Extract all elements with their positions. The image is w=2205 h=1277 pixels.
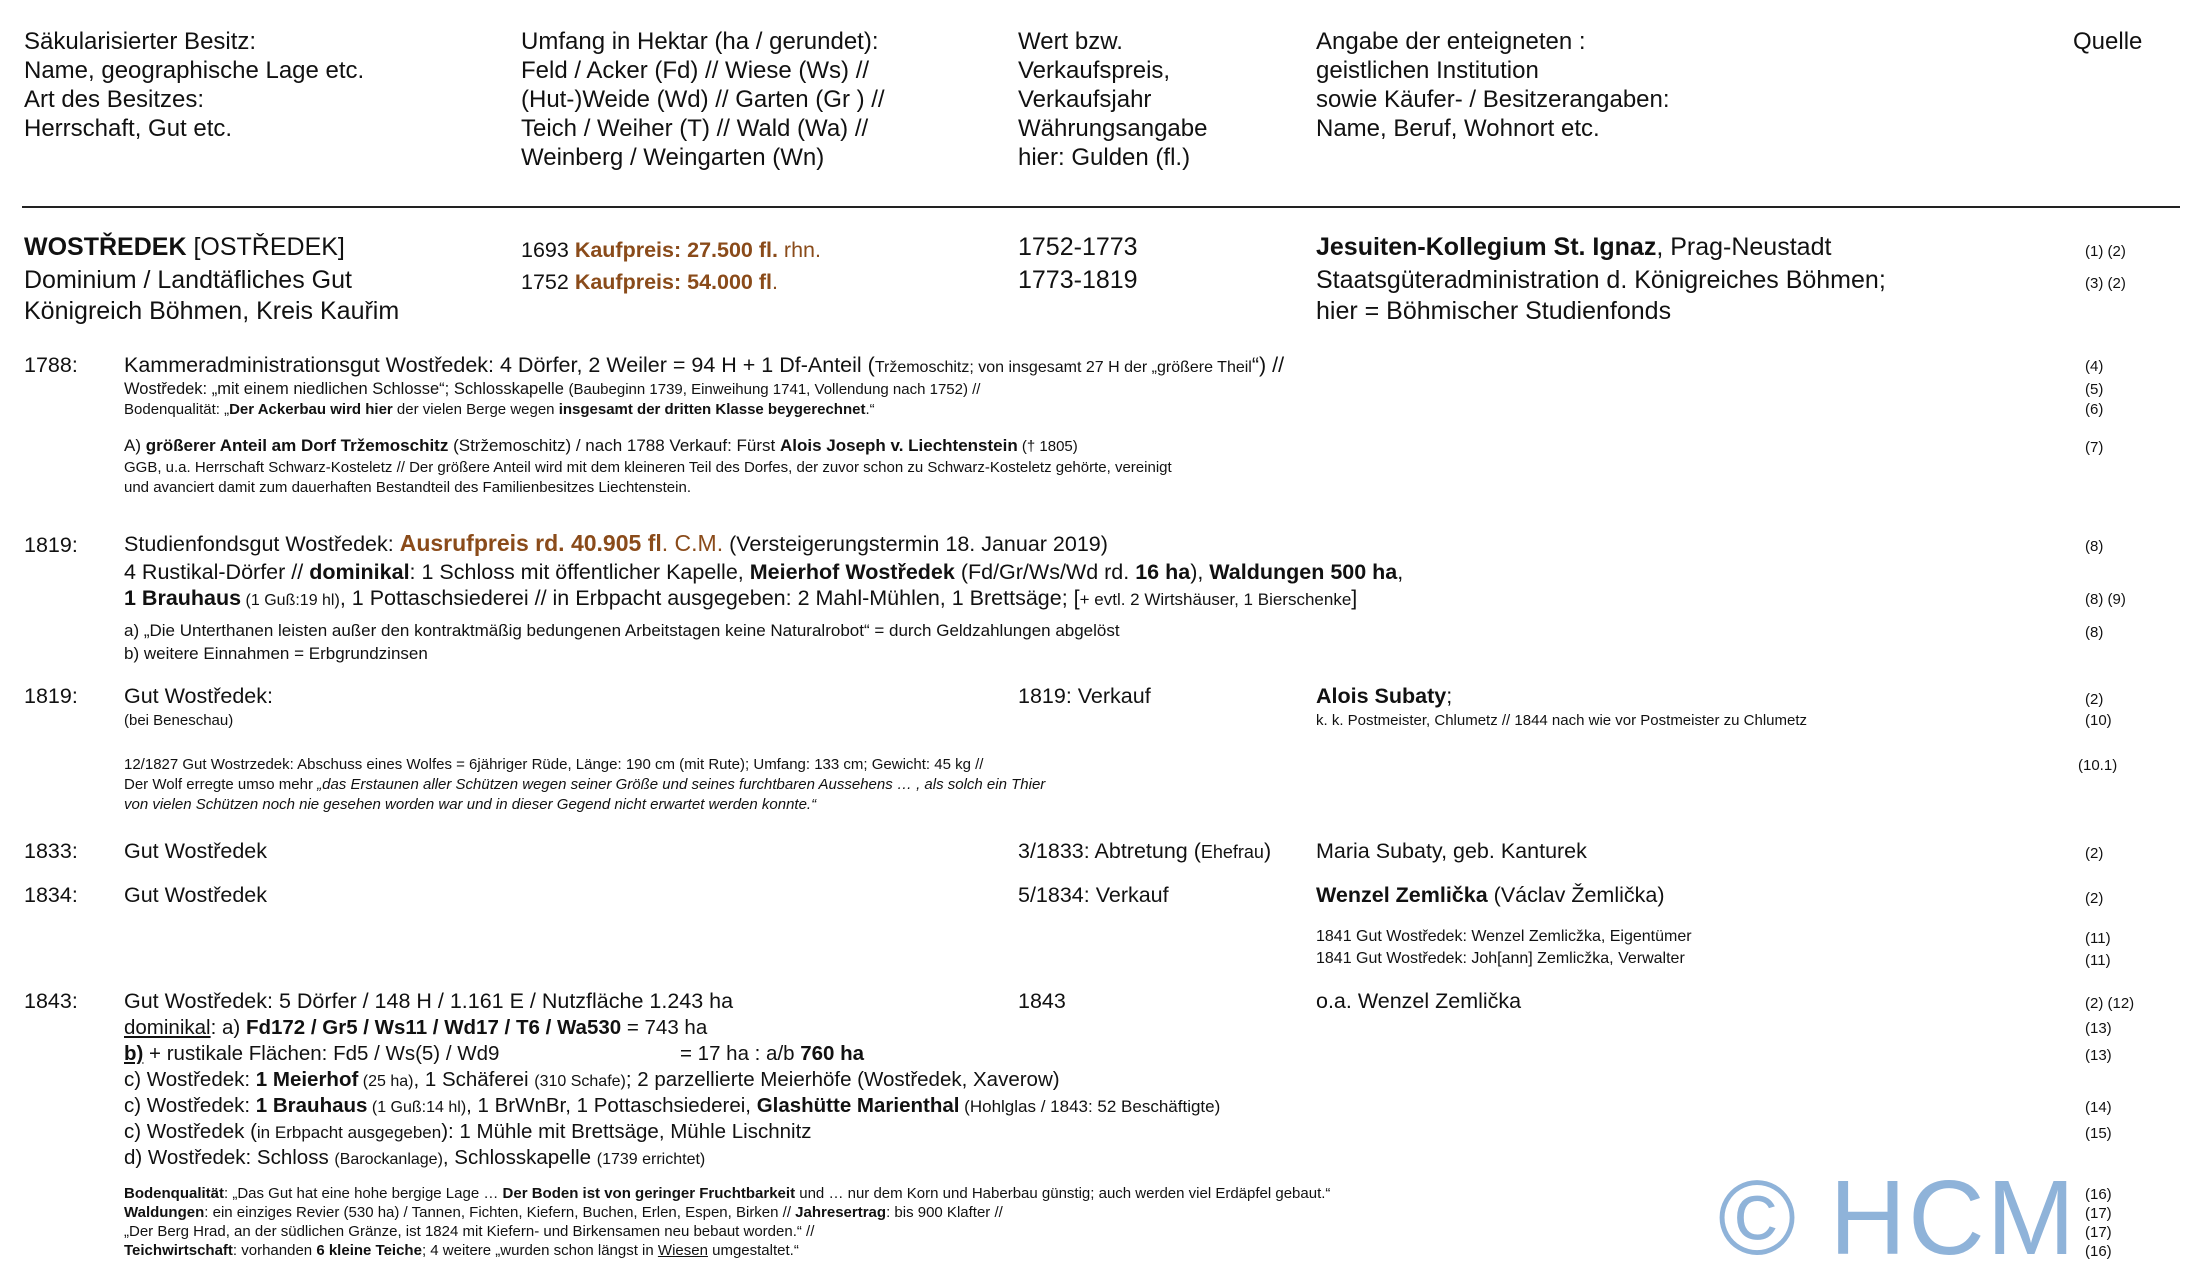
entry-value [1018,838,1271,865]
text: Der Boden ist von geringer Fruchtbarkeit [502,1185,796,1202]
period-1: 1752-1773 [1018,233,1138,261]
source-ref: (17) [2085,1224,2112,1241]
text: (Baubeginn 1739, Einweihung 1741, Vollendung nach 1752) // [568,381,981,398]
text: Der Ackerbau wird hier [229,401,393,418]
entry-1819-note-a: a) „Die Unterthanen leisten außer den kontraktmäßig bedungenen Arbeitstagen keine Naturalrobot“ = durch Geldzahlungen abgelöst [124,621,1120,640]
header-line: Angabe der enteigneten : [1316,28,1586,55]
entry-1843-meierhof [124,1067,1060,1094]
entry-1788-line1 [124,352,1284,379]
entry-year: 1834: [24,883,78,907]
wolf-note-3: von vielen Schützen noch nie gesehen worden war und in dieser Gegend nicht erwartet werden konnte.“ [124,796,817,813]
text: (Václav Žemlička) [1487,883,1665,907]
text: ), [1190,560,1210,584]
entry-1788-line4 [124,436,1078,457]
entry-name: Gut Wostředek: [124,684,273,708]
purchase-1752 [521,269,778,296]
text: (Stržemoschitz) / nach 1788 Verkauf: Fürst [448,436,780,455]
entry-1843-brauhaus [124,1093,1220,1120]
source-ref: (11) [2085,952,2111,969]
text: . C.M. [661,530,724,556]
text: (310 Schafe) [534,1073,626,1090]
text: A) [124,436,146,455]
text: : vorhanden [232,1242,317,1259]
purchase-price: Kaufpreis: 54.000 fl [574,270,772,294]
entry-year: 1833: [24,839,78,863]
text: ; [1446,684,1453,708]
text: : a) [210,1016,246,1039]
period-2: 1773-1819 [1018,266,1138,294]
text: Studienfondsgut Wostředek: [124,532,400,556]
institution-3: hier = Böhmischer Studienfonds [1316,297,1672,325]
purchase-1693 [521,237,821,264]
text: , 1 Schäferei [413,1068,535,1091]
header-line: sowie Käufer- / Besitzerangaben: [1316,86,1670,113]
source-ref: (7) [2085,439,2104,456]
text: Glashütte Marienthal [756,1094,960,1117]
purchase-year: 1693 [521,238,575,262]
source-ref: (2) (12) [2085,995,2135,1012]
text: (Versteigerungstermin 18. Januar 2019) [723,532,1108,556]
text: 3/1833: Abtretung ( [1018,839,1201,863]
source-ref: (10.1) [2078,757,2118,774]
source-ref: (5) [2085,381,2104,398]
source-ref: (2) [2085,691,2104,708]
text: der vielen Berge wegen [392,401,559,418]
source-ref: (1) (2) [2085,243,2126,260]
purchase-year: 1752 [521,270,575,294]
entry-year: 1843: [24,989,78,1013]
text: ) [1263,839,1272,863]
institution-2: Staatsgüteradministration d. Königreiches Böhmen; [1316,266,1886,294]
institution-name: Jesuiten-Kollegium St. Ignaz [1316,233,1657,261]
text: 1 Brauhaus [124,586,242,610]
source-ref: (8) (9) [2085,591,2126,608]
source-ref: (8) [2085,538,2104,555]
footnote-berg: „Der Berg Hrad, an der südlichen Gränze, ist 1824 mit Kiefern- und Birkensamen neu bebaut worden.“ // [124,1223,815,1240]
source-ref: (2) [2085,845,2104,862]
text: Bodenqualität: „ [124,401,230,418]
header-line: Umfang in Hektar (ha / gerundet): [521,28,879,55]
entry-1843-dominikal [124,1015,707,1042]
source-ref: (8) [2085,624,2104,641]
purchase-unit: rhn. [777,238,821,262]
header-line: geistlichen Institution [1316,57,1539,84]
source-ref: (4) [2085,358,2104,375]
text: insgesamt der dritten Klasse beygerechnet [558,401,866,418]
text: (Hohlglas / 1843: 52 Beschäftigte) [959,1097,1221,1116]
auction-price: Ausrufpreis rd. 40.905 fl [399,530,662,556]
text: und … nur dem Korn und Haberbau günstig; auch werden viel Erdäpfel gebaut.“ [795,1185,1331,1202]
text: “) // [1251,353,1285,377]
header-source: Quelle [2073,28,2143,55]
text: Wostředek: „mit einem niedlichen Schlosse“; Schlosskapelle [124,380,569,398]
text: , 1 BrWnBr, 1 Pottaschsiederei, [466,1094,757,1117]
text: b) [124,1042,144,1065]
entry-1843-line1: Gut Wostředek: 5 Dörfer / 148 H / 1.161 E / Nutzfläche 1.243 ha [124,989,734,1013]
text: : bis 900 Klafter // [886,1204,1003,1221]
text: (1 Guß:14 hl) [367,1099,467,1116]
entry-owner-note: 1841 Gut Wostředek: Joh[ann] Zemlicžka, Verwalter [1316,950,1685,967]
text: , 1 Pottaschsiederei // in Erbpacht ausgegeben: 2 Mahl-Mühlen, 1 Brettsäge; [ [339,586,1080,610]
text: c) Wostředek ( [124,1120,257,1143]
text: Bodenqualität [124,1185,224,1202]
entry-owner [1316,683,1452,710]
institution [1316,232,1831,263]
text: = 743 ha [621,1016,708,1039]
text: Alois Joseph v. Liechtenstein [779,436,1018,455]
text: d) Wostředek: Schloss [124,1146,335,1169]
text: dominikal [309,560,410,584]
text: Teichwirtschaft [124,1242,233,1259]
source-ref: (3) (2) [2085,275,2126,292]
copyright-watermark: © HCM [1718,1159,2077,1277]
property-name: WOSTŘEDEK [24,233,187,261]
source-ref: (11) [2085,930,2111,947]
owner-name: Alois Subaty [1316,684,1447,708]
text: (Barockanlage) [334,1151,443,1168]
text: Fd172 / Gr5 / Ws11 / Wd17 / T6 / Wa530 [245,1016,622,1039]
entry-value: 5/1834: Verkauf [1018,883,1169,907]
entry-year: 1819: [24,533,78,557]
text: ; 2 parzellierte Meierhöfe (Wostředek, Xaverow) [625,1068,1060,1091]
entry-subtitle: (bei Beneschau) [124,712,234,729]
text: 16 ha [1135,560,1191,584]
entry-1843-muehle [124,1119,812,1146]
entry-year: 1819: [24,684,78,708]
source-ref: (6) [2085,401,2104,418]
header-line: Währungsangabe [1018,115,1208,142]
text: .“ [865,401,875,418]
text: + rustikale Flächen: Fd5 / Ws(5) / Wd9 [143,1042,500,1065]
header-line: (Hut-)Weide (Wd) // Garten (Gr ) // [521,86,885,113]
text: Meierhof Wostředek [749,560,955,584]
property-type: Dominium / Landtäfliches Gut [24,266,352,294]
source-ref: (10) [2085,712,2112,729]
header-line: Weinberg / Weingarten (Wn) [521,144,825,171]
text: Waldungen [124,1204,205,1221]
text: in Erbpacht ausgegeben [256,1123,442,1142]
header-line: Name, Beruf, Wohnort etc. [1316,115,1600,142]
property-location: Königreich Böhmen, Kreis Kauřim [24,297,400,325]
header-divider [22,206,2180,208]
purchase-unit: . [771,270,778,294]
header-line: Art des Besitzes: [24,86,205,113]
text: (1739 errichtet) [596,1151,706,1168]
source-ref: (13) [2085,1020,2112,1037]
text: († 1805) [1017,438,1078,455]
text: (1 Guß:19 hl) [241,592,340,609]
source-ref: (16) [2085,1243,2112,1260]
text: 760 ha [800,1042,865,1065]
entry-name: Gut Wostředek [124,883,267,907]
text: 4 Rustikal-Dörfer // [124,560,310,584]
header-line: Verkaufspreis, [1018,57,1171,84]
header-line: Wert bzw. [1018,28,1123,55]
text: 1 Meierhof [255,1068,359,1091]
property-title [24,232,345,263]
source-ref: (13) [2085,1047,2112,1064]
text: (25 ha) [358,1073,414,1090]
text: Kammeradministrationsgut Wostředek: 4 Dörfer, 2 Weiler = 94 H + 1 Df-Anteil ( [124,353,875,377]
footnote-boden [124,1184,1330,1204]
text: Tržemoschitz; von insgesamt 27 H der „größere Theil [874,359,1252,376]
text: Wiesen [657,1242,708,1259]
header-line: Feld / Acker (Fd) // Wiese (Ws) // [521,57,870,84]
entry-1819-line3 [124,585,1357,612]
owner-name: Wenzel Zemlička [1316,883,1488,907]
entry-1819-line1 [124,530,1108,558]
text: Waldungen 500 ha [1209,560,1398,584]
text: Der Wolf erregte umso mehr [124,776,318,793]
text: c) Wostředek: [124,1068,256,1091]
header-line: hier: Gulden (fl.) [1018,144,1191,171]
entry-name: Gut Wostředek [124,839,267,863]
source-ref: (2) [2085,890,2104,907]
text: größerer Anteil am Dorf Tržemoschitz [145,436,449,455]
text: , Schlosskapelle [442,1146,597,1169]
wolf-note-1: 12/1827 Gut Wostrzedek: Abschuss eines Wolfes = 6jähriger Rüde, Länge: 190 cm (mit Rute); Umfang: 133 cm; Gewicht: 45 kg // [124,756,984,773]
source-ref: (14) [2085,1099,2112,1116]
text: ] [1351,586,1358,610]
text: c) Wostředek: [124,1094,256,1117]
institution-place: , Prag-Neustadt [1656,233,1832,261]
text: + evtl. 2 Wirtshäuser, 1 Bierschenke [1079,590,1352,609]
entry-1788-line2 [124,379,980,400]
entry-1788-line5: GGB, u.a. Herrschaft Schwarz-Kosteletz // Der größere Anteil wird mit dem kleineren Teil des Dorfes, der zuvor schon zu Schwarz-Kosteletz gehörte, vereinigt [124,459,1172,476]
header-line: Name, geographische Lage etc. [24,57,365,84]
text: 6 kleine Teiche [316,1242,422,1259]
text: ): 1 Mühle mit Brettsäge, Mühle Lischnitz [441,1120,812,1143]
entry-owner: o.a. Wenzel Zemlička [1316,989,1522,1013]
text: umgestaltet.“ [707,1242,799,1259]
header-line: Säkularisierter Besitz: [24,28,257,55]
entry-1843-rustikal [124,1041,499,1068]
text: : „Das Gut hat eine hohe bergige Lage … [224,1185,503,1202]
purchase-price: Kaufpreis: 27.500 fl. [574,238,778,262]
text: Ehefrau [1200,842,1264,862]
text: ; 4 weitere „wurden schon längst in [421,1242,658,1259]
source-ref: (16) [2085,1186,2112,1203]
text: , [1397,560,1404,584]
source-ref: (17) [2085,1205,2112,1222]
entry-owner-note: 1841 Gut Wostředek: Wenzel Zemlicžka, Eigentümer [1316,928,1692,945]
entry-1788-line6: und avanciert damit zum dauerhaften Bestandteil des Familienbesitzes Liechtenstein. [124,479,691,496]
footnote-teich [124,1241,799,1261]
header-line: Teich / Weiher (T) // Wald (Wa) // [521,115,869,142]
entry-year: 1788: [24,353,78,377]
source-ref: (15) [2085,1125,2112,1142]
header-line: Herrschaft, Gut etc. [24,115,233,142]
text: = 17 ha : a/b [680,1042,801,1065]
entry-owner [1316,882,1665,909]
footnote-wald [124,1203,1003,1223]
entry-value: 1843 [1018,989,1066,1013]
text: : ein einziges Revier (530 ha) / Tannen, Fichten, Kiefern, Buchen, Erlen, Espen, Birken // [204,1204,796,1221]
entry-owner: Maria Subaty, geb. Kanturek [1316,839,1587,863]
text: : 1 Schloss mit öffentlicher Kapelle, [409,560,750,584]
entry-1819-note-b: b) weitere Einnahmen = Erbgrundzinsen [124,644,428,663]
property-alt-name: [OSTŘEDEK] [186,233,345,261]
entry-1788-line3 [124,400,875,420]
entry-1843-rustikal-sum [680,1041,864,1068]
entry-1819-line2 [124,559,1403,586]
text: dominikal [124,1016,211,1039]
text: „das Erstaunen aller Schützen wegen seiner Größe und seines furchtbaren Aussehens … , als solch ein Thier [317,776,1046,793]
entry-1843-schloss [124,1145,705,1172]
text: (Fd/Gr/Ws/Wd rd. [954,560,1136,584]
text: 1 Brauhaus [255,1094,368,1117]
header-line: Verkaufsjahr [1018,86,1152,113]
wolf-note-2 [124,775,1045,795]
entry-value: 1819: Verkauf [1018,684,1151,708]
entry-owner-note: k. k. Postmeister, Chlumetz // 1844 nach wie vor Postmeister zu Chlumetz [1316,712,1808,729]
text: Jahresertrag [795,1204,887,1221]
